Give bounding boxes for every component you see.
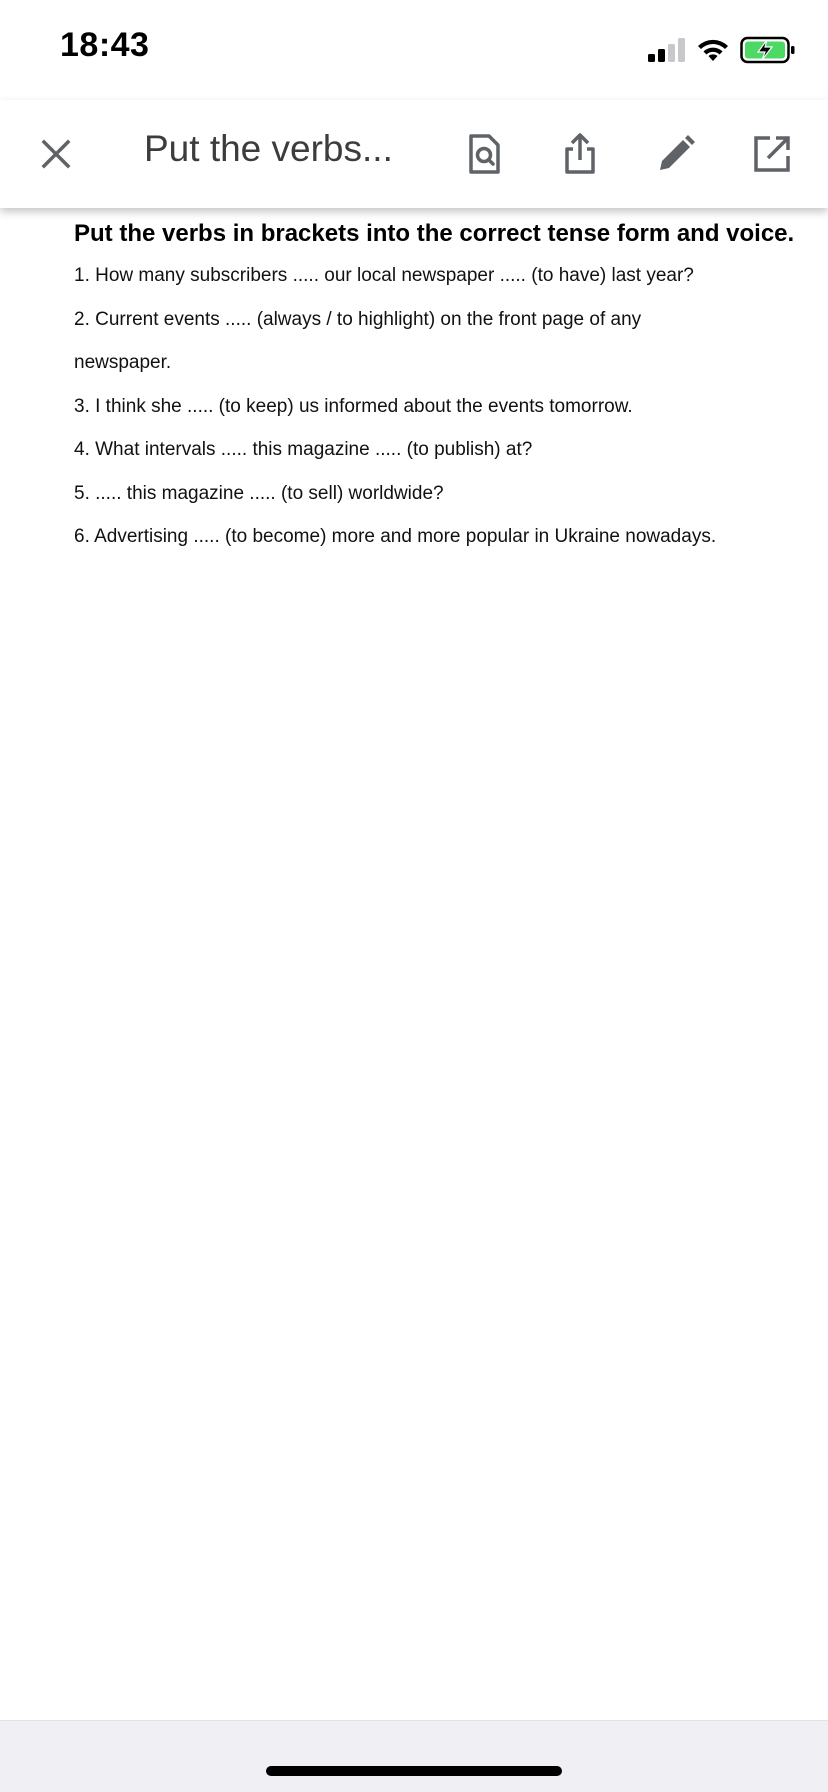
document-title: Put the verbs... [144,128,393,169]
open-external-icon [750,132,794,176]
status-time: 18:43 [60,26,150,64]
document-content [74,208,794,559]
wifi-icon [696,37,730,63]
share-icon [558,132,602,176]
edit-pencil-icon [654,132,698,176]
battery-charging-icon [740,36,796,64]
share-button[interactable] [550,124,610,184]
document-line: 6. Advertising ..... (to become) more and more popular in Ukraine nowadays. [74,526,717,547]
close-button[interactable] [26,124,86,184]
document-line: 1. How many subscribers ..... our local newspaper ..... (to have) last year? [74,265,694,286]
status-icons [646,36,796,64]
document-line: newspaper. [74,352,172,373]
search-document-icon [462,132,506,176]
document-line: 2. Current events ..... (always / to highlight) on the front page of any [74,308,642,330]
cellular-signal-icon [646,38,686,62]
search-in-document-button[interactable] [454,124,514,184]
document-line: 4. What intervals ..... this magazine ..... (to publish) at? [74,439,533,460]
document-line: 3. I think she ..... (to keep) us informed about the events tomorrow. [74,395,633,417]
document-toolbar [0,100,828,208]
close-icon [34,132,78,176]
document-line: 5. ..... this magazine ..... (to sell) worldwide? [74,482,444,504]
home-indicator[interactable] [266,1766,562,1776]
document-heading: Put the verbs in brackets into the correct tense form and voice. [74,220,795,247]
open-in-app-button[interactable] [742,124,802,184]
edit-button[interactable] [646,124,706,184]
status-bar [0,0,828,100]
bottom-bar [0,1720,828,1792]
